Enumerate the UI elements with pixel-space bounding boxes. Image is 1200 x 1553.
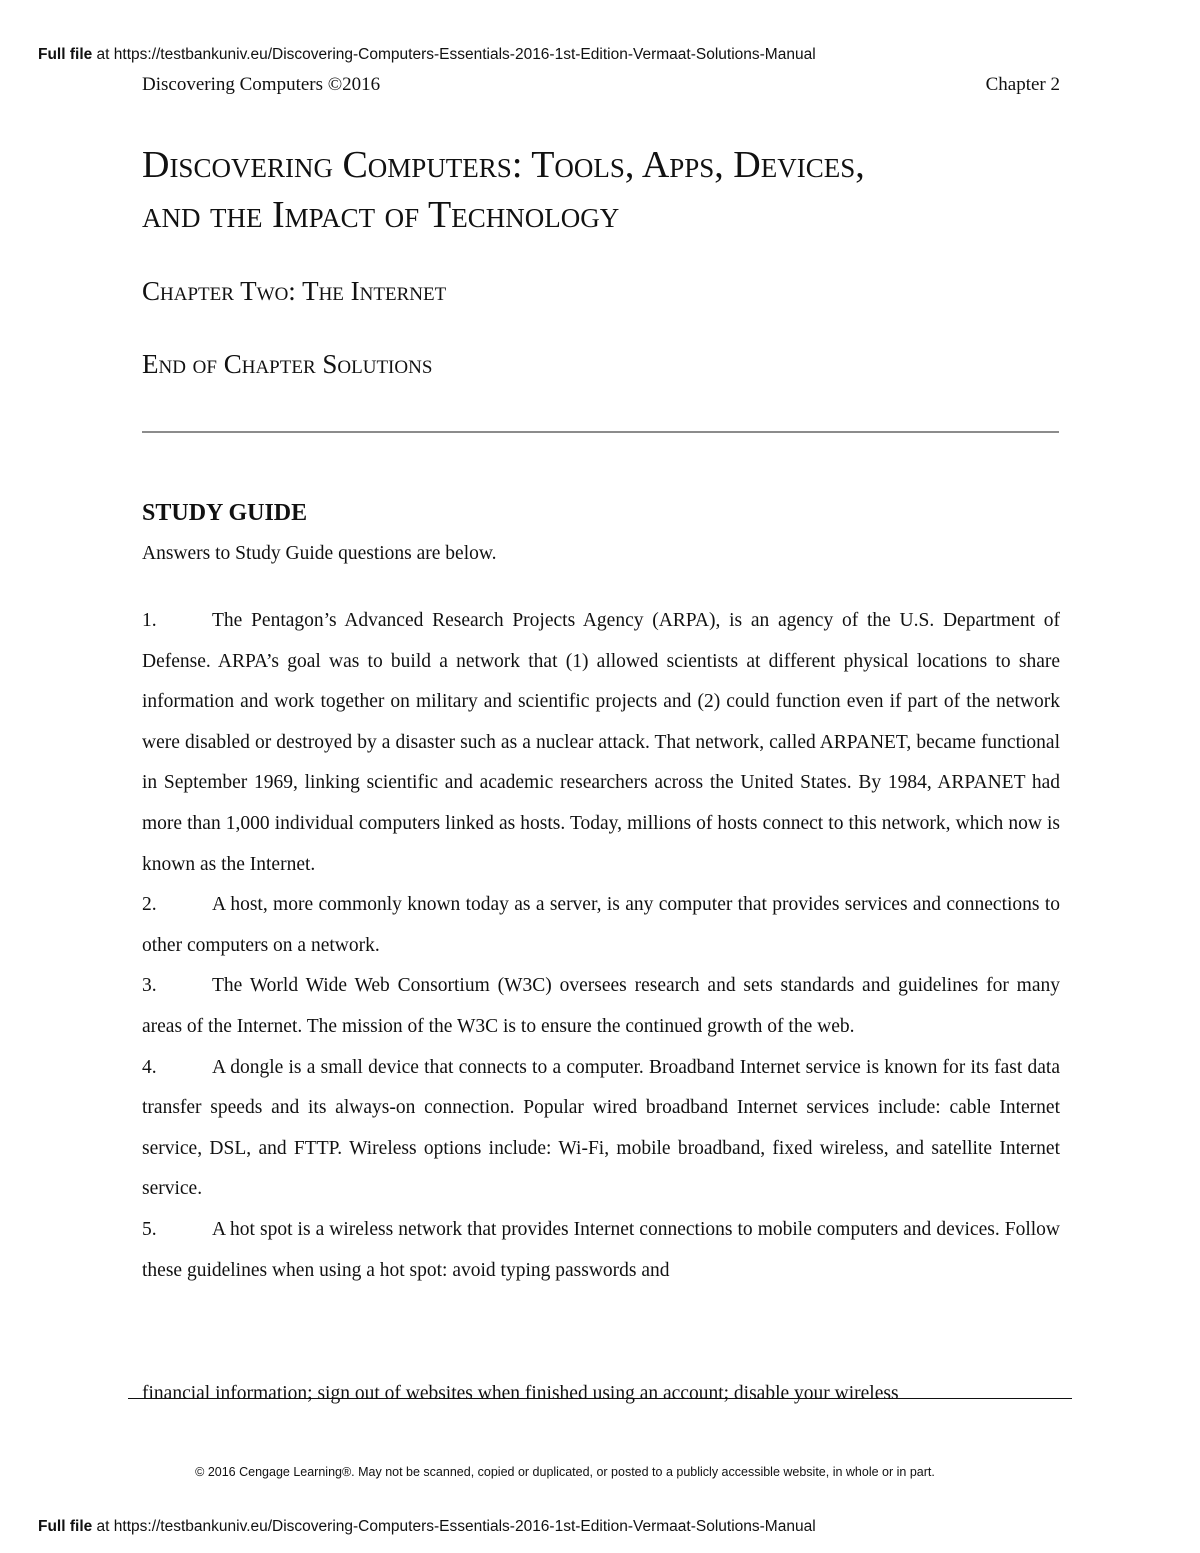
answer-item	[142, 966, 1060, 1047]
answer-number: 3.	[142, 975, 157, 997]
answer-item	[142, 885, 1060, 966]
study-guide-heading: STUDY GUIDE	[142, 500, 308, 526]
answer-number: 4.	[142, 1056, 157, 1078]
banner-url: at https://testbankuniv.eu/Discovering-Computers-Essentials-2016-1st-Edition-Vermaat-Solutions-Manual	[92, 46, 816, 63]
answer-list	[142, 601, 1060, 1291]
answer-item	[142, 1048, 1060, 1210]
banner-url: at https://testbankuniv.eu/Discovering-Computers-Essentials-2016-1st-Edition-Vermaat-Solutions-Manual	[92, 1518, 816, 1535]
document-title-line-1: Discovering Computers: Tools, Apps, Devices,	[142, 144, 865, 186]
truncated-answer-line: financial information; sign out of websites when finished using an account; disable your wireless	[142, 1383, 899, 1404]
answer-text: A hot spot is a wireless network that provides Internet connections to mobile computers and devices. Follow these guidelines when using a hot spot: avoid typing passwords and	[142, 1218, 1060, 1281]
answer-text: The World Wide Web Consortium (W3C) oversees research and sets standards and guidelines for many areas of the Internet. The mission of the W3C is to ensure the continued growth of the web.	[142, 975, 1060, 1037]
study-guide-intro: Answers to Study Guide questions are below.	[142, 543, 497, 564]
answer-number: 2.	[142, 894, 157, 916]
banner-label: Full file	[38, 46, 93, 63]
copyright-notice: © 2016 Cengage Learning®. May not be scanned, copied or duplicated, or posted to a publicly accessible website, in whole or in part.	[195, 1465, 935, 1479]
running-header-chapter: Chapter 2	[985, 74, 1060, 95]
answer-item	[142, 601, 1060, 885]
horizontal-divider	[142, 431, 1059, 433]
document-title	[142, 140, 1082, 240]
banner-label: Full file	[38, 1518, 93, 1535]
page-cut-rule	[128, 1398, 1072, 1399]
answer-text: A dongle is a small device that connects to a computer. Broadband Internet service is known for its fast data transfer speeds and its always-on connection. Popular wired broadband Internet services include: cable Internet service, DSL, and FTTP. Wireless options include: Wi-Fi, mobile broadband, fixed wireless, and satellite Internet service.	[142, 1056, 1060, 1200]
download-banner-top	[38, 46, 816, 64]
answer-text: A host, more commonly known today as a server, is any computer that provides services and connections to other computers on a network.	[142, 894, 1060, 956]
running-header	[142, 74, 1060, 96]
answer-item	[142, 1210, 1060, 1291]
answer-number: 1.	[142, 610, 157, 631]
running-header-book: Discovering Computers ©2016	[142, 74, 381, 95]
download-banner-bottom	[38, 1518, 816, 1536]
chapter-title: Chapter Two: The Internet	[142, 276, 447, 306]
answer-text: The Pentagon’s Advanced Research Projects Agency (ARPA), is an agency of the U.S. Department of Defense. ARPA’s goal was to build a network that (1) allowed scientists at different physical locations to share information and work together on military and scientific projects and (2) could function even if part of the network were disabled or destroyed by a disaster such as a nuclear attack. That network, called ARPANET, became functional in September 1969, linking scientific and academic researchers across the United States. By 1984, ARPANET had more than 1,000 individual computers linked as hosts. Today, millions of hosts connect to this network, which now is known as the Internet.	[142, 610, 1060, 875]
answer-number: 5.	[142, 1218, 157, 1240]
document-title-line-2: and the Impact of Technology	[142, 194, 620, 236]
section-title: End of Chapter Solutions	[142, 349, 433, 379]
